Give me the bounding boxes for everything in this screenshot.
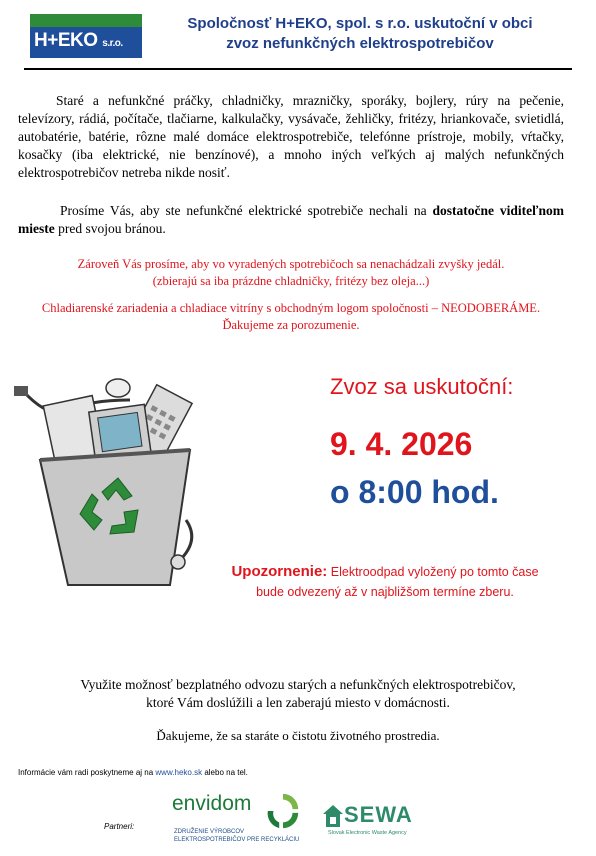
logo-text — [34, 30, 123, 52]
contact-text: Informácie vám radi poskytneme aj na — [18, 768, 156, 777]
collection-date: 9. 4. 2026 — [330, 426, 473, 462]
header-title-line1: Spoločnosť H+EKO, spol. s r.o. uskutoční v obci — [187, 15, 533, 32]
request-text-bold: dostatočne viditeľnom mieste — [18, 203, 564, 236]
monitor-screen — [98, 412, 142, 451]
closing-paragraph — [18, 676, 578, 712]
cooling-notice-line1: Chladiarenské zariadenia a chladiace vitríny s obchodným logom spoločnosti – NEODOBERÁME. — [41, 301, 541, 315]
request-text-before: Prosíme Vás, aby ste nefunkčné elektrické spotrebiče nechali na — [60, 203, 433, 218]
logo-suffix: s.r.o. — [102, 38, 123, 49]
header-title-line2: zvoz nefunkčných elektrospotrebičov — [226, 35, 494, 52]
warning-colon: : — [322, 563, 328, 580]
envidom-sub-line1: ZDRUŽENIE VÝROBCOV — [174, 829, 245, 835]
header-divider — [24, 68, 572, 70]
envidom-name: envidom — [172, 792, 252, 815]
late-warning-line1 — [190, 562, 580, 582]
request-paragraph — [18, 202, 564, 238]
warning-label: Upozornenie — [231, 563, 323, 580]
mouse-icon — [106, 379, 130, 397]
contact-text-after: alebo na tel. — [202, 768, 248, 777]
warning-text-line1: Elektroodpad vyložený po tomto čase — [327, 565, 539, 579]
envidom-sub-line2: ELEKTROSPOTREBIČOV PRE RECYKLÁCIU — [174, 837, 300, 843]
collection-heading: Zvoz sa uskutoční: — [330, 374, 514, 399]
sewa-name: SEWA — [344, 802, 413, 827]
cooling-notice-line2: Ďakujeme za porozumenie. — [222, 318, 360, 332]
envidom-recycle-icon — [264, 792, 302, 830]
envidom-logo — [172, 792, 306, 852]
request-text-after: pred svojou bránou. — [54, 221, 166, 236]
sewa-subtitle: Slovak Electronic Waste Agency — [328, 830, 407, 836]
logo-green-stripe — [30, 14, 142, 27]
closing-line2: ktoré Vám doslúžili a len zaberajú miesto v domácnosti. — [146, 695, 450, 710]
recycle-bin-illustration — [10, 370, 210, 590]
partners-label: Partneri: — [104, 822, 135, 831]
contact-info — [18, 768, 248, 777]
collection-time: o 8:00 hod. — [330, 474, 499, 510]
header-title — [150, 14, 570, 54]
plug-icon — [14, 386, 28, 396]
bin-body — [40, 450, 190, 585]
food-notice-line1: Zároveň Vás prosíme, aby vo vyradených spotrebičoch sa nenachádzali zvyšky jedál. — [77, 257, 505, 271]
envidom-subtitle — [174, 828, 299, 844]
closing-line1: Využite možnosť bezplatného odvozu starých a nefunkčných elektrospotrebičov, — [80, 677, 516, 692]
plug-end-icon — [171, 555, 185, 569]
late-warning — [190, 562, 580, 602]
cooling-notice — [18, 300, 564, 334]
intro-paragraph: Staré a nefunkčné práčky, chladničky, mrazničky, sporáky, bojlery, rúry na pečenie, televízory, rádiá, počítače, tlačiarne, kalkulačky, vysávače, žehličky, fritézy, hriankovače, svietidlá, autobatérie, batérie, rôzne malé domáce elektrospotrebiče, telefónne prístroje, mobily, vŕtačky, kosačky (iba elektrické, nie benzínové), a mnoho iných veľkých aj malých nefunkčných elektrospotrebičov netreba nikde nosiť. — [18, 93, 564, 180]
sewa-logo — [322, 800, 434, 846]
food-notice-line2: (zbierajú sa iba prázdne chladničky, fritézy bez oleja...) — [152, 274, 430, 288]
logo-brand: H+EKO — [34, 30, 98, 51]
website-link[interactable]: www.heko.sk — [155, 768, 203, 777]
sewa-house-icon — [322, 804, 344, 828]
cable-end — [180, 520, 192, 560]
thanks-text: Ďakujeme, že sa staráte o čistotu životného prostredia. — [156, 728, 440, 743]
heko-logo — [30, 14, 142, 58]
food-notice — [18, 256, 564, 290]
warning-text-line2: bude odvezený až v najbližšom termíne zberu. — [256, 585, 514, 599]
